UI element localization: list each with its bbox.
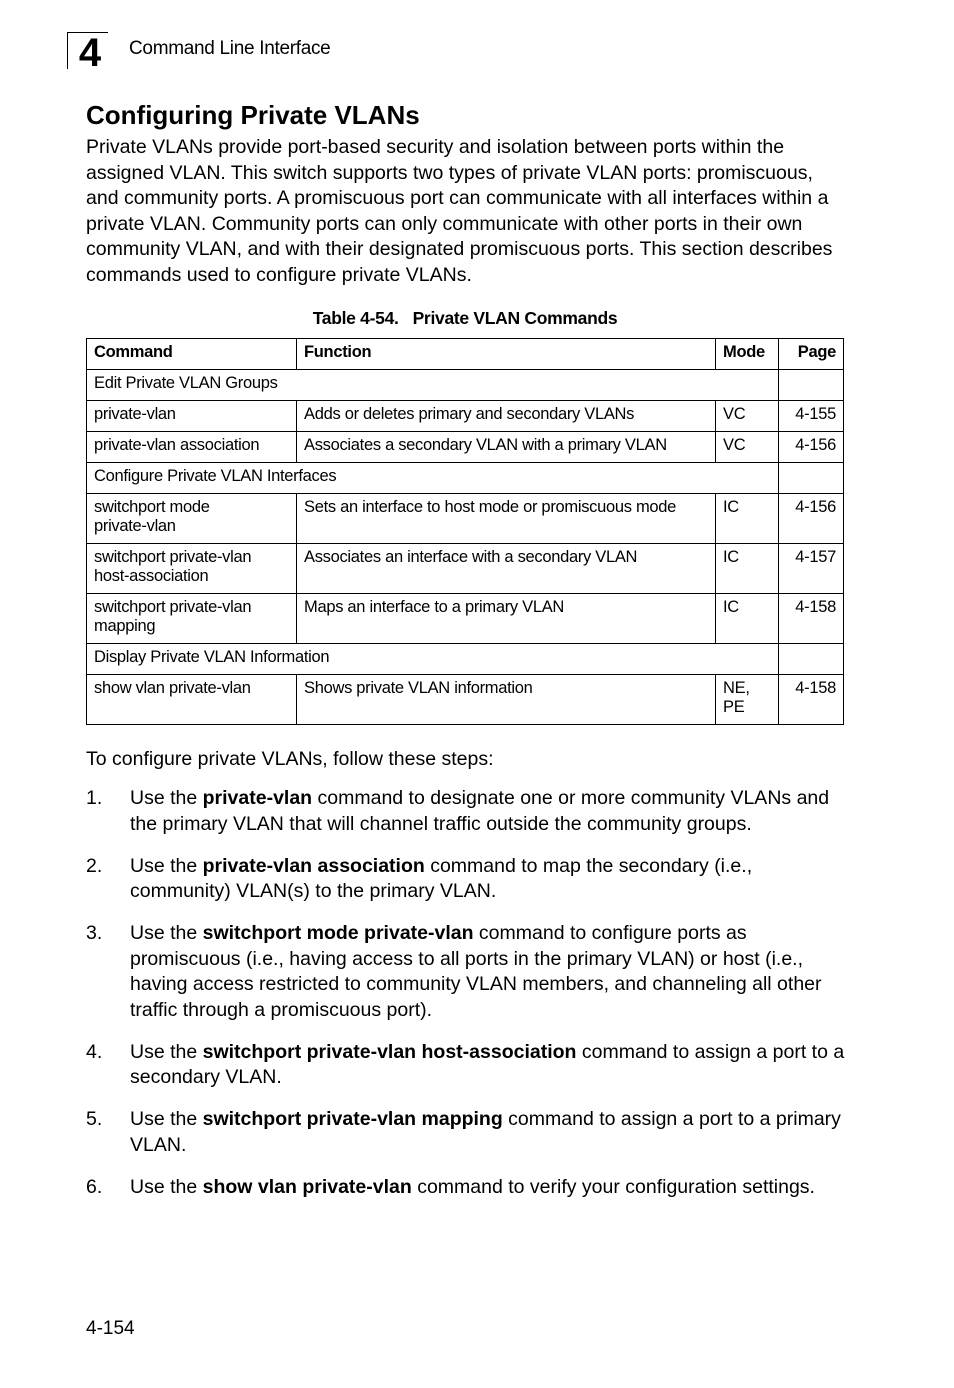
- table-caption-title: Private VLAN Commands: [412, 308, 618, 328]
- mode-cell: [716, 494, 779, 544]
- page-cell: 4-156: [779, 432, 844, 463]
- header-mode: Mode: [716, 339, 779, 370]
- step-text-pre: Use the: [130, 854, 203, 877]
- function-cell: Sets an interface to host mode or promiscuous mode: [297, 494, 716, 544]
- step-number: 6.: [86, 1175, 103, 1198]
- intro-paragraph: Private VLANs provide port-based security and isolation between ports within the assigned VLAN. This switch supports two types of private VLAN ports: promiscuous, and community ports. A promiscuous port can communicate with all interfaces within a private VLAN. Community ports can only communicate with other ports in their own community VLAN, and with their designated promiscuous ports. This section describes commands used to configure private VLANs.: [86, 136, 833, 286]
- function-cell: Adds or deletes primary and secondary VLANs: [297, 401, 716, 432]
- command-cell: [87, 544, 297, 594]
- page-cell: 4-156: [779, 494, 844, 544]
- mode-text-continued: PE: [723, 698, 745, 716]
- mode-text: IC: [723, 498, 739, 516]
- step-item: [86, 1175, 851, 1201]
- step-text-post: command to map the secondary (i.e., community) VLAN(s) to the primary VLAN.: [130, 854, 753, 902]
- private-vlan-commands-table: [86, 338, 844, 725]
- steps-intro: To configure private VLANs, follow these steps:: [86, 748, 494, 770]
- table-group-row: [87, 370, 844, 401]
- step-text-post: command to verify your configuration settings.: [411, 1175, 815, 1198]
- group-label: Configure Private VLAN Interfaces: [87, 463, 779, 494]
- mode-text: IC: [723, 548, 739, 566]
- table-row: [87, 544, 844, 594]
- table-group-row: [87, 644, 844, 675]
- step-item: [86, 786, 851, 837]
- step-text-post: command to assign a port to a secondary VLAN.: [130, 1040, 845, 1088]
- table-row: [87, 432, 844, 463]
- mode-text: IC: [723, 598, 739, 616]
- group-page-cell: [779, 644, 844, 675]
- mode-cell: [716, 432, 779, 463]
- command-text-continued: mapping: [94, 617, 156, 635]
- step-number: 4.: [86, 1040, 103, 1063]
- chapter-number: 4: [78, 31, 102, 75]
- command-text: switchport private-vlan: [94, 548, 252, 566]
- step-text-post: command to configure ports as promiscuous (i.e., having access to all ports in the primary VLAN) or host (i.e., having access restricted to community VLAN members, and channeling all other traffic through a promiscuous port).: [130, 922, 822, 1021]
- table-caption: [0, 308, 930, 329]
- step-command: switchport private-vlan host-association: [202, 1040, 577, 1063]
- mode-cell: [716, 544, 779, 594]
- group-page-cell: [779, 463, 844, 494]
- command-cell: [87, 432, 297, 463]
- table-row: [87, 594, 844, 644]
- function-cell: Shows private VLAN information: [297, 675, 716, 725]
- command-cell: [87, 594, 297, 644]
- step-text-post: command to assign a port to a primary VLAN.: [130, 1108, 841, 1156]
- mode-text: VC: [723, 405, 746, 423]
- page-cell: 4-158: [779, 675, 844, 725]
- header-command: Command: [87, 339, 297, 370]
- steps-list: [86, 786, 851, 1217]
- command-text: private-vlan association: [94, 436, 260, 454]
- step-number: 1.: [86, 787, 103, 809]
- step-command: switchport mode private-vlan: [202, 922, 474, 944]
- page-cell: 4-158: [779, 594, 844, 644]
- mode-cell: [716, 401, 779, 432]
- step-command: private-vlan association: [202, 854, 425, 877]
- step-number: 2.: [86, 854, 103, 877]
- command-text: private-vlan: [94, 405, 176, 423]
- step-text-pre: Use the: [130, 1040, 203, 1063]
- mode-text: VC: [723, 436, 746, 454]
- mode-cell: [716, 594, 779, 644]
- group-page-cell: [779, 370, 844, 401]
- command-text-continued: private-vlan: [94, 517, 176, 535]
- page-cell: 4-157: [779, 544, 844, 594]
- chapter-number-tab: [67, 31, 108, 75]
- command-text: show vlan private-vlan: [94, 679, 251, 697]
- page-number: 4-154: [86, 1318, 135, 1339]
- command-text: switchport mode: [94, 498, 210, 516]
- step-item: [86, 921, 851, 1023]
- table-caption-number: Table 4-54.: [312, 308, 399, 328]
- command-cell: [87, 675, 297, 725]
- command-text: switchport private-vlan: [94, 598, 252, 616]
- table-header-row: [87, 339, 844, 370]
- table-body: [87, 370, 844, 725]
- step-text-pre: Use the: [130, 787, 203, 809]
- function-cell: Associates a secondary VLAN with a primary VLAN: [297, 432, 716, 463]
- step-item: [86, 1040, 851, 1091]
- table-row: [87, 401, 844, 432]
- step-text-pre: Use the: [130, 1108, 203, 1130]
- step-item: [86, 854, 851, 905]
- step-text-post: command to designate one or more community VLANs and the primary VLAN that will channel traffic outside the community groups.: [130, 787, 830, 835]
- step-number: 5.: [86, 1108, 103, 1130]
- step-item: [86, 1107, 851, 1158]
- function-cell: Associates an interface with a secondary VLAN: [297, 544, 716, 594]
- table-row: [87, 494, 844, 544]
- step-text-pre: Use the: [130, 922, 203, 944]
- mode-cell: [716, 675, 779, 725]
- group-label: Display Private VLAN Information: [87, 644, 779, 675]
- table-group-row: [87, 463, 844, 494]
- header-function: Function: [297, 339, 716, 370]
- mode-text: NE,: [723, 679, 750, 697]
- command-text-continued: host-association: [94, 567, 209, 585]
- section-title: Configuring Private VLANs: [86, 100, 420, 130]
- command-cell: [87, 494, 297, 544]
- header-page: Page: [779, 339, 844, 370]
- step-text-pre: Use the: [130, 1175, 203, 1198]
- page-cell: 4-155: [779, 401, 844, 432]
- step-command: switchport private-vlan mapping: [202, 1108, 503, 1130]
- function-cell: Maps an interface to a primary VLAN: [297, 594, 716, 644]
- table-row: [87, 675, 844, 725]
- step-command: show vlan private-vlan: [202, 1175, 412, 1198]
- running-header: Command Line Interface: [129, 38, 331, 59]
- group-label: Edit Private VLAN Groups: [87, 370, 779, 401]
- step-number: 3.: [86, 922, 103, 944]
- step-command: private-vlan: [202, 787, 313, 809]
- command-cell: [87, 401, 297, 432]
